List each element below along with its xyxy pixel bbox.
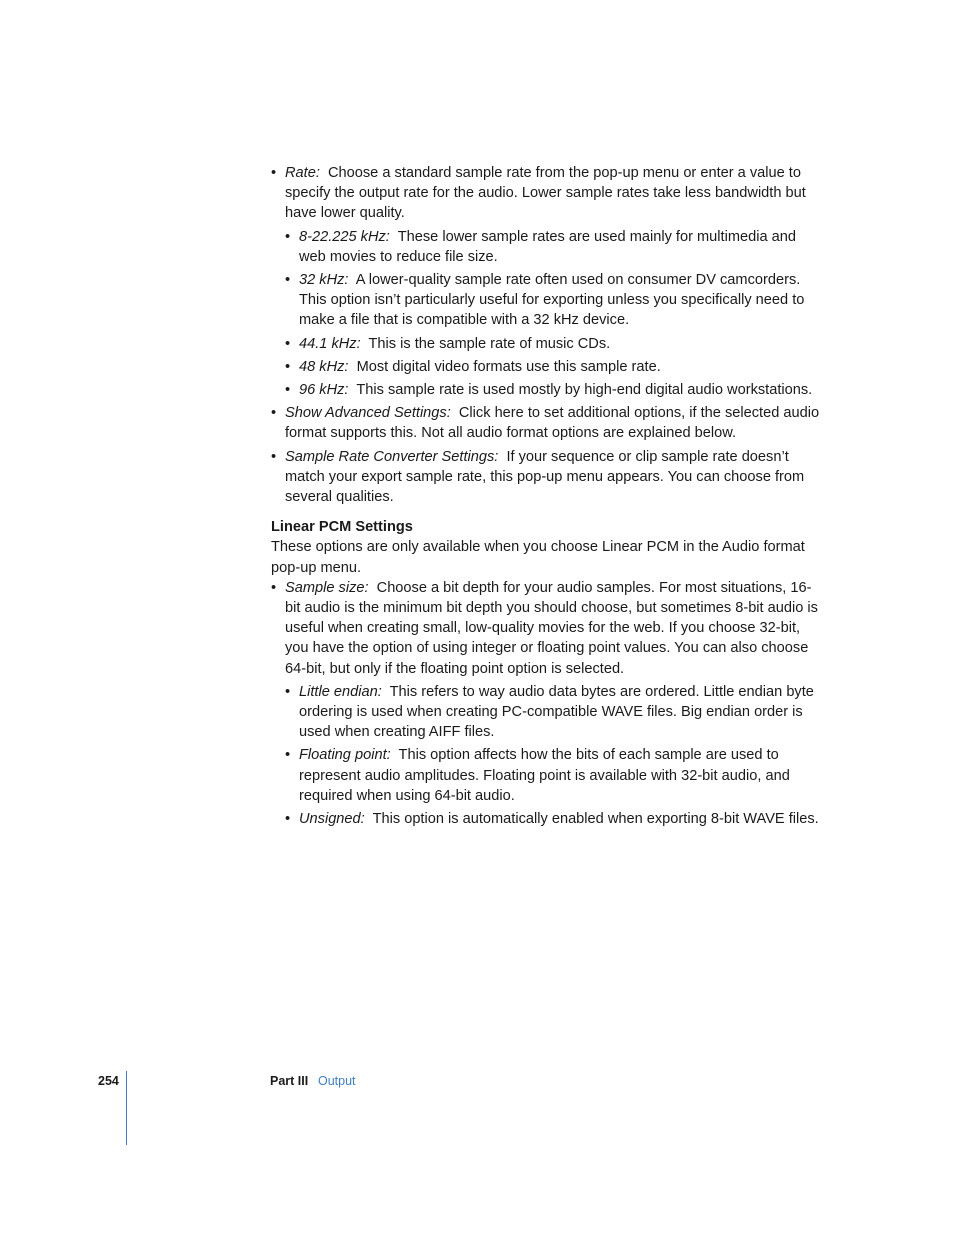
bullet: • (271, 448, 277, 465)
term: Rate: (285, 165, 320, 181)
bullet: • (271, 165, 277, 181)
term: Show Advanced Settings: (285, 405, 451, 422)
section-heading: Linear PCM Settings (271, 519, 413, 536)
term: 32 kHz: (299, 272, 349, 289)
description: This option affects how the bits of each sample are used to represent audio amplitudes. Floating point is available with 32-bit audio, and required when using 64-bit audio. (299, 747, 790, 804)
term: 48 kHz: (299, 358, 349, 375)
page-number: 254 (98, 1074, 119, 1088)
description: Choose a bit depth for your audio samples. For most situations, 16-bit audio is the minimum bit depth you should choose, but sometimes 8-bit audio is useful when creating small, low-quality movies for the web. If you choose 32-bit, you have the option of using integer or floating point values. You can also choose 64-bit, but only if the floating point option is selected. (285, 579, 818, 677)
term: Sample Rate Converter Settings: (285, 448, 499, 465)
description: Choose a standard sample rate from the pop-up menu or enter a value to specify the output rate for the audio. Lower sample rates take less bandwidth but have lower quality. (285, 165, 806, 222)
bullet: • (271, 579, 277, 596)
bullet: • (285, 228, 291, 245)
description: This refers to way audio data bytes are ordered. Little endian byte ordering is used when creating PC-compatible WAVE files. Big endian order is used when creating AIFF files. (299, 683, 814, 741)
bullet: • (285, 358, 291, 375)
list-item-show-advanced (271, 403, 823, 443)
term: Unsigned: (299, 811, 365, 828)
bullet: • (285, 747, 291, 764)
term: 44.1 kHz: (299, 335, 361, 352)
term: 8-22.225 kHz: (299, 228, 390, 245)
bullet: • (285, 811, 291, 828)
term: 96 kHz: (299, 382, 349, 399)
bullet: • (285, 272, 291, 289)
footer-divider (126, 1071, 127, 1145)
description: Click here to set additional options, if the selected audio format supports this. Not all audio format options are explained below. (285, 405, 820, 442)
bullet: • (285, 382, 291, 399)
description: If your sequence or clip sample rate doesn’t match your export sample rate, this pop-up menu appears. You can choose from several qualities. (285, 448, 805, 506)
bullet: • (285, 683, 291, 700)
page-body (271, 163, 823, 832)
bullet: • (285, 335, 291, 352)
list-item-8-22khz (285, 227, 823, 267)
term: Sample size: (285, 579, 369, 596)
list-item-rate (271, 163, 823, 224)
bullet: • (271, 405, 277, 422)
list-item-sample-size (271, 578, 823, 679)
list-item-little-endian (285, 682, 823, 743)
description: This is the sample rate of music CDs. (368, 335, 611, 352)
list-item-floating-point (285, 745, 823, 806)
list-item-sample-rate-converter (271, 447, 823, 508)
term: Little endian: (299, 683, 382, 700)
list-item-unsigned (285, 809, 823, 829)
list-item-44khz (285, 334, 823, 354)
description: This option is automatically enabled when exporting 8-bit WAVE files. (372, 811, 819, 828)
description: These lower sample rates are used mainly for multimedia and web movies to reduce file size. (299, 228, 796, 265)
section-intro: These options are only available when you choose Linear PCM in the Audio format pop-up menu. (271, 539, 805, 576)
list-item-32khz (285, 270, 823, 331)
description: Most digital video formats use this sample rate. (356, 358, 661, 375)
description: A lower-quality sample rate often used on consumer DV camcorders. This option isn’t particularly useful for exporting unless you specifically need to make a file that is compatible with a 32 kHz device. (299, 272, 805, 329)
list-item-48khz (285, 357, 823, 377)
footer-part-label: Part III (270, 1074, 309, 1088)
description: This sample rate is used mostly by high-end digital audio workstations. (356, 382, 813, 399)
footer-section-link[interactable]: Output (318, 1074, 356, 1088)
list-item-96khz (285, 380, 823, 400)
term: Floating point: (299, 747, 391, 764)
